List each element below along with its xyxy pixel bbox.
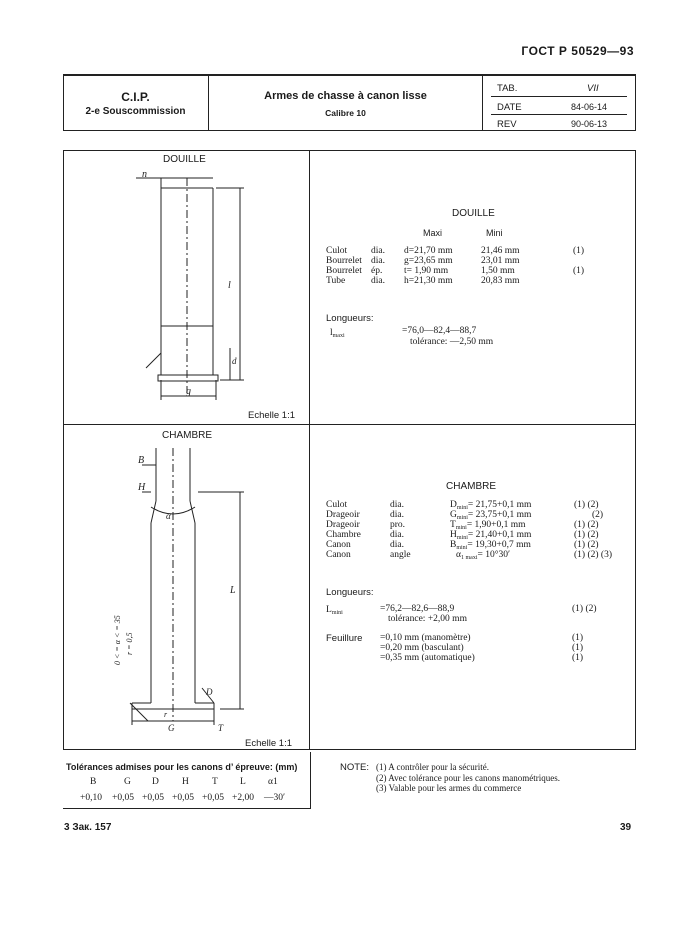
angle-note: 0 < = α < = 35: [113, 615, 122, 665]
tab-value: VII: [587, 83, 599, 94]
footer-left: 3 Зак. 157: [64, 822, 112, 833]
chambre-longueurs-label: Longueurs:: [326, 587, 374, 598]
dim-g: g: [186, 386, 191, 397]
lmini-label: $L_{mini}$: [326, 605, 343, 616]
page-number: 39: [620, 822, 632, 833]
dim-n: n: [142, 169, 147, 180]
dim-d: d: [232, 356, 237, 366]
douille-longueurs-label: Longueurs:: [326, 313, 374, 324]
feuillure-row: =0,10 mm (manomètre) (1): [380, 633, 584, 643]
col-mini: Mini: [486, 228, 503, 238]
feuillure-label: Feuillure: [326, 633, 363, 644]
tolerances-title: Tolérances admises pour les canons d’ épreuve: (mm): [66, 762, 298, 772]
dim-T: T: [218, 723, 224, 733]
dim-l: l: [228, 280, 231, 291]
douille-drawing-title: DOUILLE: [163, 154, 206, 165]
dim-G: G: [168, 723, 175, 733]
dim-B: B: [138, 455, 145, 466]
lmaxi-value: =76,0—82,4—88,7: [402, 326, 477, 336]
dim-D: D: [206, 687, 213, 697]
dim-r: r: [164, 710, 168, 719]
douille-section-title: DOUILLE: [452, 208, 495, 219]
note-item: (3) Valable pour les armes du commerce: [376, 783, 522, 793]
lmaxi-label: $l_{maxi}$: [330, 328, 345, 339]
douille-drawing: [128, 168, 258, 408]
chambre-section-title: CHAMBRE: [446, 481, 497, 492]
note-item: (2) Avec tolérance pour les canons manométriques.: [376, 773, 561, 783]
dim-alpha: α: [166, 511, 171, 521]
notes-label: NOTE:: [340, 762, 370, 773]
radius-note: r = 0,5: [125, 632, 134, 655]
lmini-notes: (1) (2): [572, 604, 597, 614]
chambre-drawing: [110, 443, 260, 735]
chambre-drawing-title: CHAMBRE: [162, 430, 213, 441]
chambre-tolerance: tolérance: +2,00 mm: [388, 614, 467, 624]
feuillure-row: =0,35 mm (automatique) (1): [380, 653, 584, 663]
douille-scale: Echelle 1:1: [248, 410, 296, 421]
douille-tolerance: tolérance: —2,50 mm: [410, 337, 494, 347]
note-item: (1) A contrôler pour la sécurité.: [376, 762, 489, 772]
date-label: DATE: [497, 102, 522, 113]
main-title: Armes de chasse à canon lisse: [264, 90, 427, 102]
dim-L: L: [230, 585, 236, 596]
org-subtitle: 2-e Souscommission: [85, 106, 186, 117]
lmini-value: =76,2—82,6—88,9: [380, 604, 455, 614]
rev-value: 90-06-13: [571, 119, 608, 129]
rev-label: REV: [497, 119, 517, 130]
feuillure-row: =0,20 mm (basculant) (1): [380, 643, 584, 653]
org-title: C.I.P.: [121, 90, 150, 104]
dim-H: H: [138, 482, 146, 493]
standard-number: ГОСТ Р 50529—93: [521, 44, 634, 58]
tab-label: TAB.: [497, 83, 518, 94]
date-value: 84-06-14: [571, 102, 608, 112]
col-maxi: Maxi: [423, 228, 443, 238]
header-box: [63, 74, 636, 132]
chambre-scale: Echelle 1:1: [245, 738, 293, 749]
main-subtitle: Calibre 10: [325, 108, 366, 118]
